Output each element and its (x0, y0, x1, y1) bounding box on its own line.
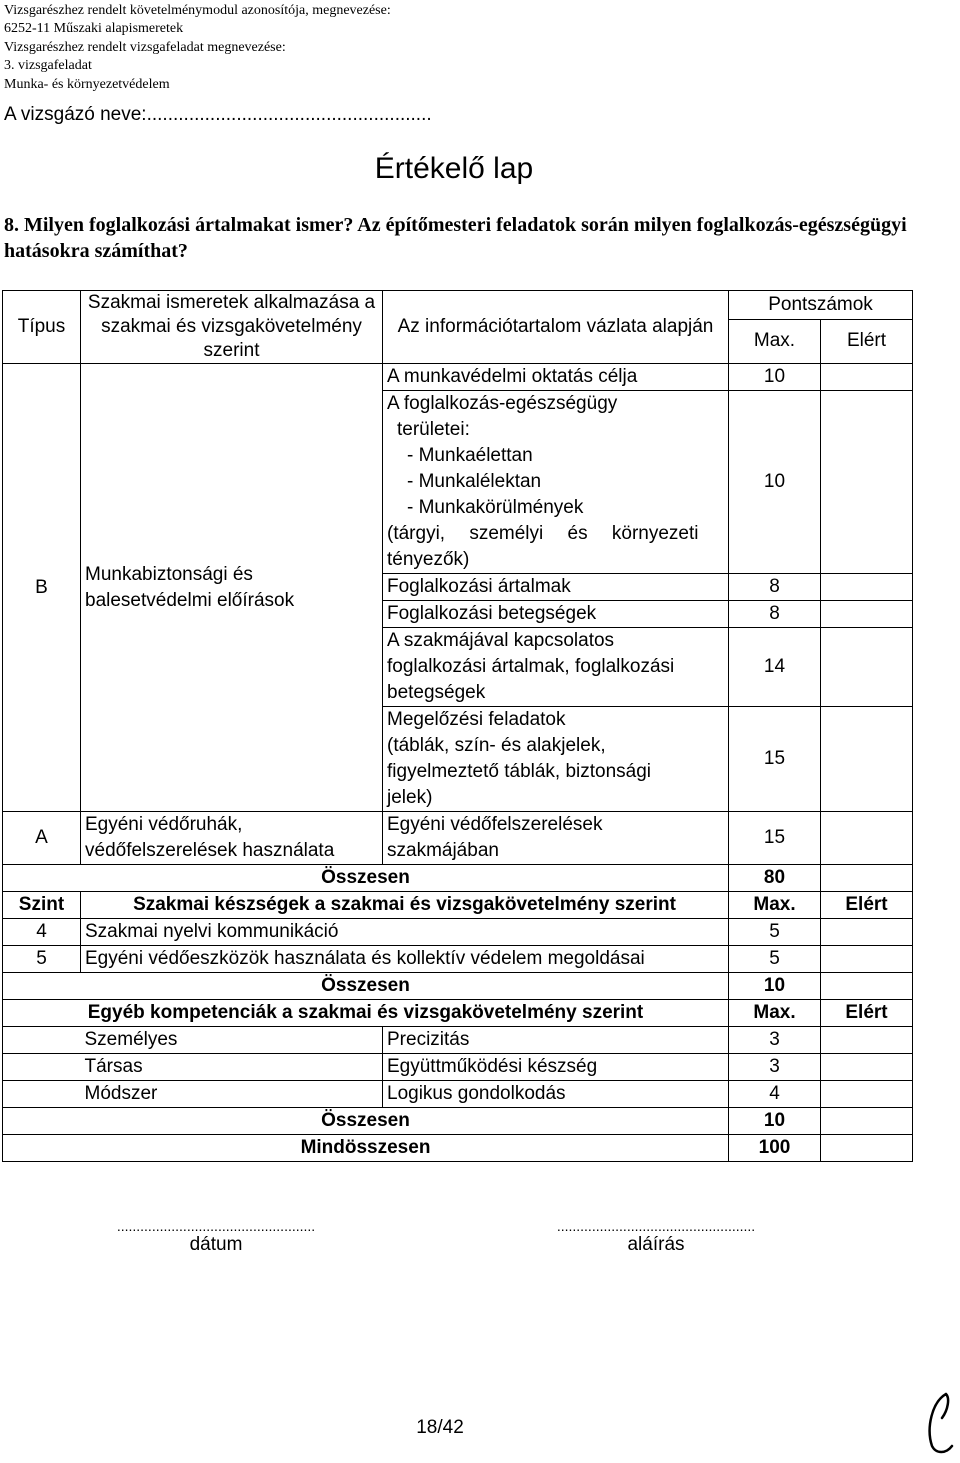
max-cell: 5 (729, 946, 821, 973)
max-cell: 8 (729, 574, 821, 601)
info-cell: Foglalkozási ártalmak (383, 574, 729, 601)
date-signature-block (86, 1218, 346, 1256)
skills-header: Szakmai készségek a szakmai és vizsgakövetelmény szerint (81, 892, 729, 919)
info-line: szakmájában (387, 840, 499, 861)
date-label: dátum (189, 1234, 243, 1255)
info-cell (383, 391, 729, 574)
type-a-cell: A (3, 812, 81, 865)
skill-label: Szakmai nyelvi kommunikáció (81, 919, 729, 946)
achieved-cell[interactable] (821, 1081, 913, 1108)
info-line: - Munkakörülmények (407, 497, 584, 518)
competency-category: Módszer (81, 1081, 383, 1108)
total-value: 10 (729, 1108, 821, 1135)
skill-level: 4 (3, 919, 81, 946)
total-label: Összesen (3, 865, 729, 892)
info-line: foglalkozási ártalmak, foglalkozási (387, 656, 675, 677)
total-value: 80 (729, 865, 821, 892)
grand-total-value: 100 (729, 1135, 821, 1162)
date-dots: ................................................... (116, 1218, 316, 1234)
info-line: területei: (397, 419, 470, 440)
knowledge-line: védőfelszerelések használata (85, 840, 335, 861)
spacer-cell (3, 1081, 81, 1108)
competency-name: Precizitás (383, 1027, 729, 1054)
achieved-cell[interactable] (821, 601, 913, 628)
col-points-header: Pontszámok (729, 291, 913, 320)
header-line: Munka- és környezetvédelem (4, 76, 170, 92)
sign-label: aláírás (627, 1234, 685, 1255)
max-cell: 10 (729, 364, 821, 391)
knowledge-line: Egyéni védőruhák, (85, 814, 243, 835)
info-cell: Foglalkozási betegségek (383, 601, 729, 628)
achieved-cell[interactable] (821, 391, 913, 574)
info-cell (383, 707, 729, 812)
info-cell (383, 628, 729, 707)
info-cell (383, 812, 729, 865)
header-line: Vizsgarészhez rendelt vizsgafeladat megnevezése: (4, 39, 286, 55)
info-line: figyelmeztető táblák, biztonsági (387, 761, 652, 782)
competencies-header: Egyéb kompetenciák a szakmai és vizsgakövetelmény szerint (3, 1000, 729, 1027)
competency-name: Logikus gondolkodás (383, 1081, 729, 1108)
achieved-cell[interactable] (821, 1135, 913, 1162)
sign-signature-block (526, 1218, 786, 1256)
achieved-cell[interactable] (821, 1054, 913, 1081)
skills-level-header: Szint (3, 892, 81, 919)
max-cell: 10 (729, 391, 821, 574)
skills-max-header: Max. (729, 892, 821, 919)
competency-name: Együttműködési készség (383, 1054, 729, 1081)
total-label: Összesen (3, 1108, 729, 1135)
info-cell: A munkavédelmi oktatás célja (383, 364, 729, 391)
achieved-cell[interactable] (821, 364, 913, 391)
grand-total-label: Mindösszesen (3, 1135, 729, 1162)
header-line: 3. vizsgafeladat (4, 58, 92, 74)
max-cell: 4 (729, 1081, 821, 1108)
info-line: jelek) (387, 787, 433, 808)
evaluation-table (2, 290, 913, 1162)
info-line: Egyéni védőfelszerelések (387, 814, 603, 835)
exam-question: 8. Milyen foglalkozási ártalmakat ismer? Az építőmesteri feladatok során milyen foglalkozás-egészségügyi hatásokra számíthat? (4, 214, 907, 262)
max-cell: 14 (729, 628, 821, 707)
type-b-cell: B (3, 364, 81, 812)
info-line: Megelőzési feladatok (387, 709, 566, 730)
spacer-cell (3, 1054, 81, 1081)
max-cell: 3 (729, 1054, 821, 1081)
achieved-cell[interactable] (821, 946, 913, 973)
competency-category: Személyes (81, 1027, 383, 1054)
col-knowledge-header: Szakmai ismeretek alkalmazása a szakmai és vizsgakövetelmény szerint (81, 291, 383, 364)
info-line: (táblák, szín- és alakjelek, (387, 735, 606, 756)
skill-label: Egyéni védőeszközök használata és kollektív védelem megoldásai (81, 946, 729, 973)
sign-dots: ................................................... (556, 1218, 756, 1234)
info-line: (tárgyi, személyi és környezeti (387, 523, 699, 544)
info-line: tényezők) (387, 549, 470, 570)
skills-achieved-header: Elért (821, 892, 913, 919)
info-line: A foglalkozás-egészségügy (387, 393, 618, 414)
col-type-header: Típus (3, 291, 81, 364)
info-line: betegségek (387, 682, 486, 703)
knowledge-a-cell (81, 812, 383, 865)
max-cell: 3 (729, 1027, 821, 1054)
achieved-cell[interactable] (821, 919, 913, 946)
total-label: Összesen (3, 973, 729, 1000)
achieved-cell[interactable] (821, 973, 913, 1000)
candidate-name-line: A vizsgázó neve:...................................................... (4, 104, 432, 125)
competencies-max-header: Max. (729, 1000, 821, 1027)
max-cell: 8 (729, 601, 821, 628)
handwritten-mark-icon (922, 1388, 956, 1458)
knowledge-b-cell: Munkabiztonsági és balesetvédelmi előírások (81, 364, 383, 812)
total-value: 10 (729, 973, 821, 1000)
page-title: Értékelő lap (374, 152, 534, 185)
max-cell: 15 (729, 707, 821, 812)
col-info-header: Az információtartalom vázlata alapján (383, 291, 729, 364)
spacer-cell (3, 1027, 81, 1054)
achieved-cell[interactable] (821, 707, 913, 812)
competency-category: Társas (81, 1054, 383, 1081)
achieved-cell[interactable] (821, 628, 913, 707)
col-achieved-header: Elért (821, 319, 913, 363)
info-line: - Munkalélektan (407, 471, 542, 492)
col-max-header: Max. (729, 319, 821, 363)
achieved-cell[interactable] (821, 865, 913, 892)
document-header (4, 2, 391, 94)
competencies-achieved-header: Elért (821, 1000, 913, 1027)
achieved-cell[interactable] (821, 1108, 913, 1135)
achieved-cell[interactable] (821, 1027, 913, 1054)
info-line: - Munkaélettan (407, 445, 533, 466)
page-number: 18/42 (416, 1417, 464, 1438)
achieved-cell[interactable] (821, 574, 913, 601)
header-line: Vizsgarészhez rendelt követelménymodul azonosítója, megnevezése: (4, 3, 391, 18)
header-line: 6252-11 Műszaki alapismeretek (4, 21, 184, 37)
max-cell: 5 (729, 919, 821, 946)
achieved-cell[interactable] (821, 812, 913, 865)
max-cell: 15 (729, 812, 821, 865)
info-line: A szakmájával kapcsolatos (387, 630, 615, 651)
skill-level: 5 (3, 946, 81, 973)
